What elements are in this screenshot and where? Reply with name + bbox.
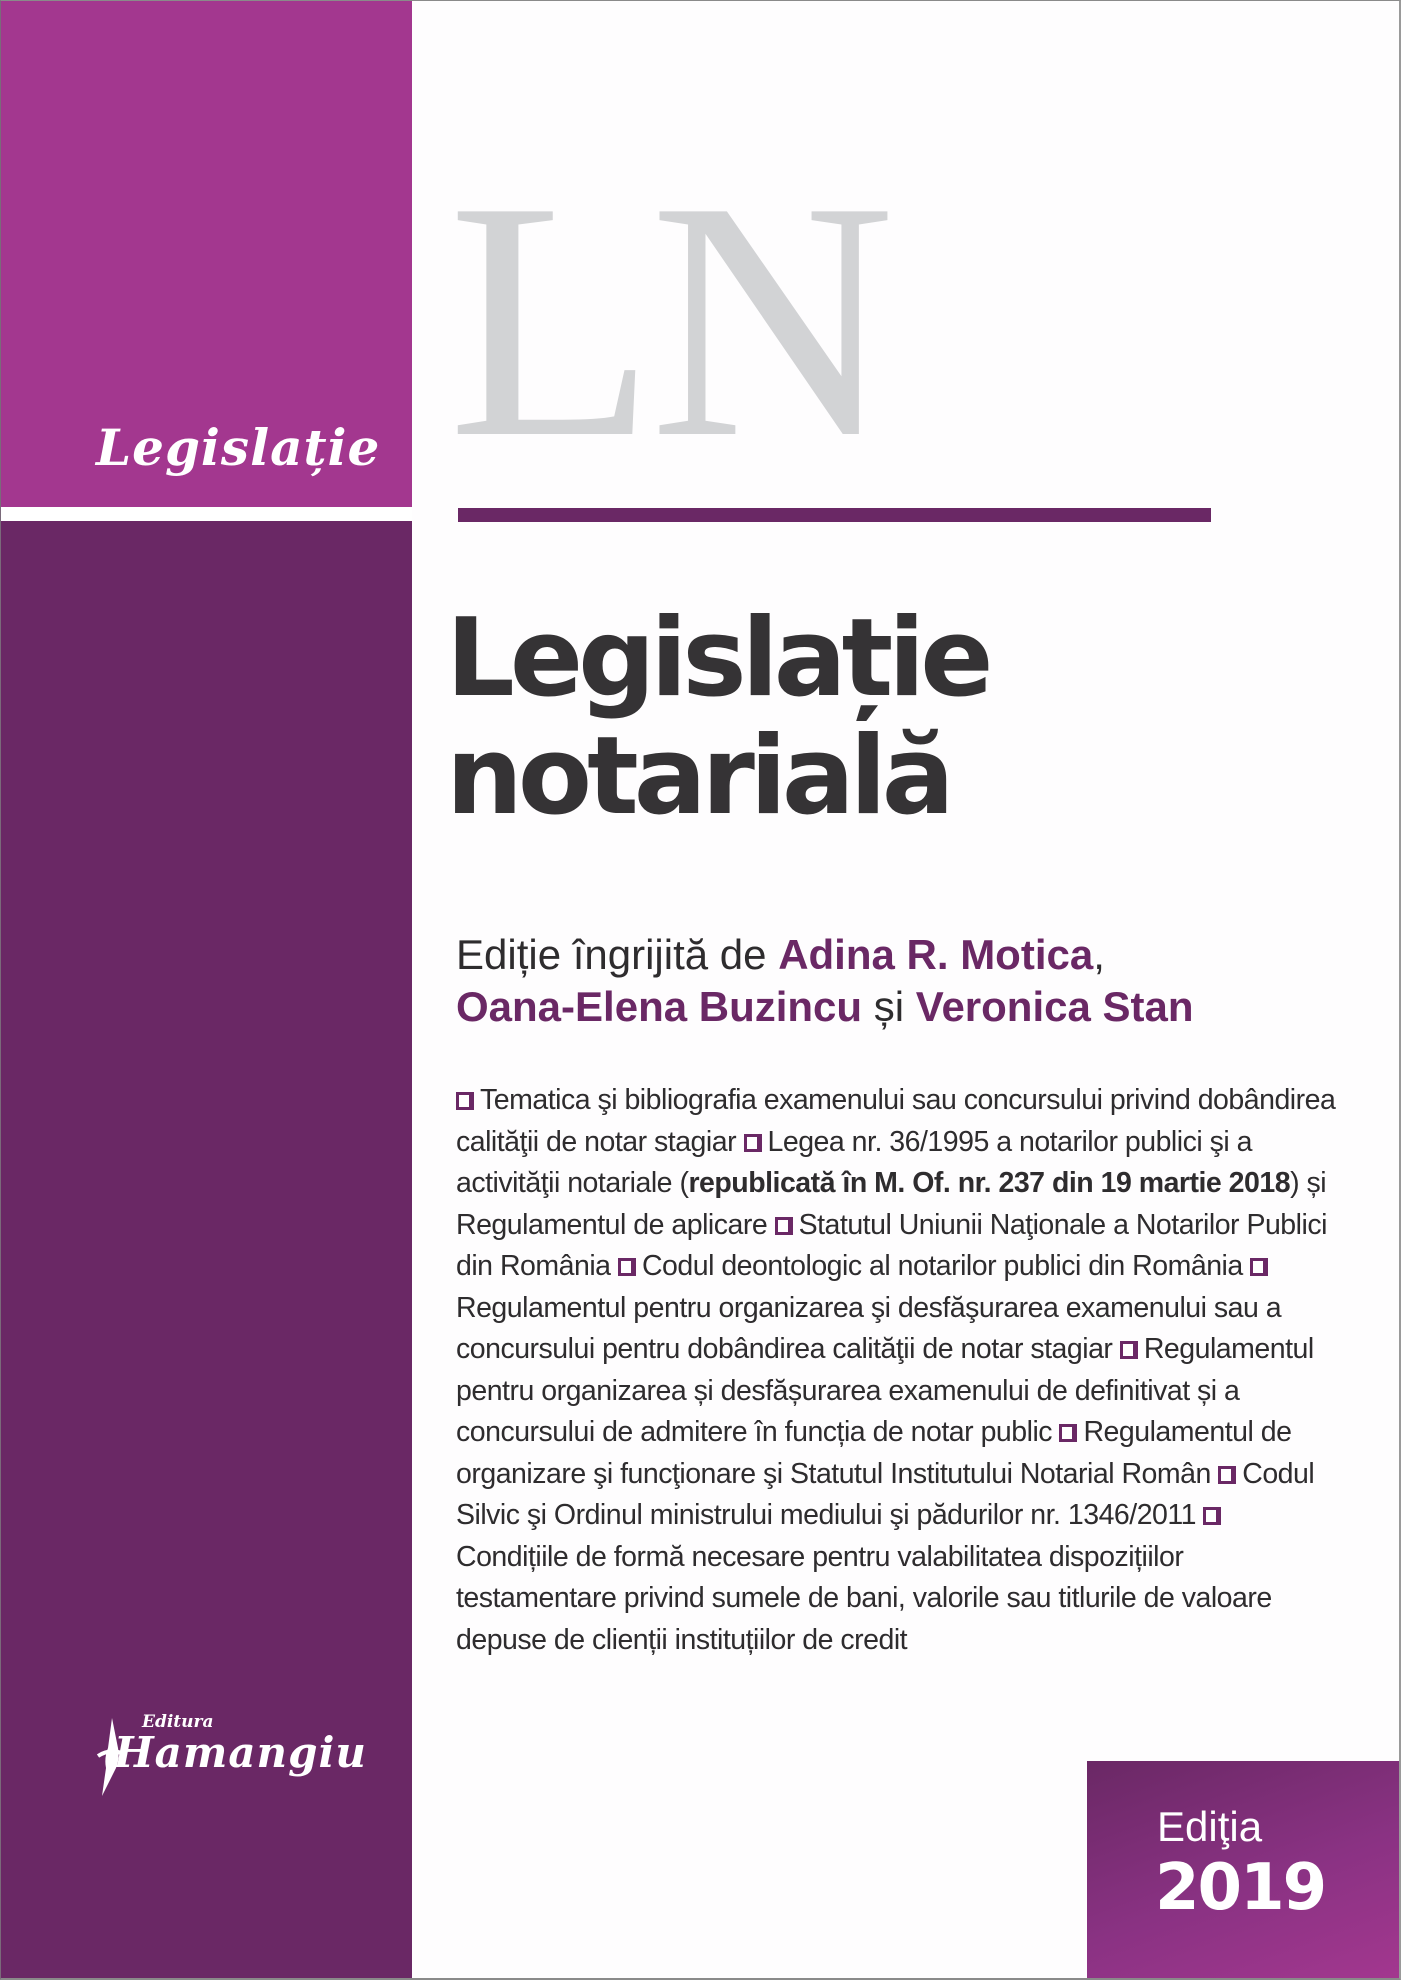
square-bullet-icon <box>1120 1341 1138 1359</box>
edition-year: 2019 <box>1155 1851 1326 1925</box>
square-bullet-icon <box>1059 1424 1077 1442</box>
square-bullet-icon <box>775 1217 793 1235</box>
title-line-1: Legislație <box>446 596 989 721</box>
separator: , <box>1093 931 1105 978</box>
editor-name: Adina R. Motica <box>778 931 1094 978</box>
publisher-prefix: Editura <box>142 1712 214 1732</box>
contents-item: Legea nr. 36/1995 a notarilor publici şi a activităţii notariale (republicată în M. Of. nr. 237 din 19 martie 2018) și Regulamentul de aplicare <box>456 1125 1327 1241</box>
edition-badge <box>1087 1761 1401 1980</box>
square-bullet-icon <box>618 1258 636 1276</box>
separator: și <box>862 983 916 1030</box>
contents-list <box>456 1080 1336 1661</box>
series-label: Legislație <box>96 418 381 477</box>
editor-name: Veronica Stan <box>915 983 1194 1030</box>
ln-monogram: LN <box>448 131 890 508</box>
edition-label: Ediţia <box>1157 1803 1263 1850</box>
title-rule <box>458 508 1211 522</box>
square-bullet-icon <box>1250 1258 1268 1276</box>
publisher-name: Hamangiu <box>114 1728 367 1777</box>
contents-item: Statutul Uniunii Naţionale a Notarilor Publici din România <box>456 1208 1327 1282</box>
contents-item: Regulamentul pentru organizarea și desfășurarea examenului de definitivat și a concursului de admitere în funcția de notar public <box>456 1333 1314 1448</box>
band-divider <box>0 507 412 521</box>
editors-credit <box>456 929 1356 1033</box>
book-title <box>446 596 1346 839</box>
contents-item: Tematica şi bibliografia examenului sau concursului privind dobândirea calităţii de notar stagiar <box>456 1084 1336 1158</box>
square-bullet-icon <box>1218 1466 1236 1484</box>
contents-item: Codul Silvic şi Ordinul ministrului mediului şi pădurilor nr. 1346/2011 <box>456 1457 1315 1531</box>
square-bullet-icon <box>1203 1507 1221 1525</box>
contents-item: Regulamentul pentru organizarea şi desfăşurarea examenului sau a concursului pentru dobândirea calităţii de notar stagiar <box>456 1250 1281 1365</box>
contents-item: Codul deontologic al notarilor publici din România <box>618 1250 1250 1282</box>
contents-item: Regulamentul de organizare şi funcţionare şi Statutul Institutului Notarial Român <box>456 1416 1292 1490</box>
editor-name: Oana-Elena Buzincu <box>456 983 863 1030</box>
publisher-logo <box>96 1712 367 1802</box>
square-bullet-icon <box>456 1092 474 1110</box>
contents-item: Condițiile de formă necesare pentru valabilitatea dispozițiilor testamentare privind sumele de bani, valorile sau titlurile de valoare depuse de clienții instituțiilor de credit <box>456 1499 1272 1656</box>
editors-prefix: Ediție îngrijită de <box>456 931 779 978</box>
title-line-2: notarială <box>446 714 950 839</box>
square-bullet-icon <box>744 1134 762 1152</box>
